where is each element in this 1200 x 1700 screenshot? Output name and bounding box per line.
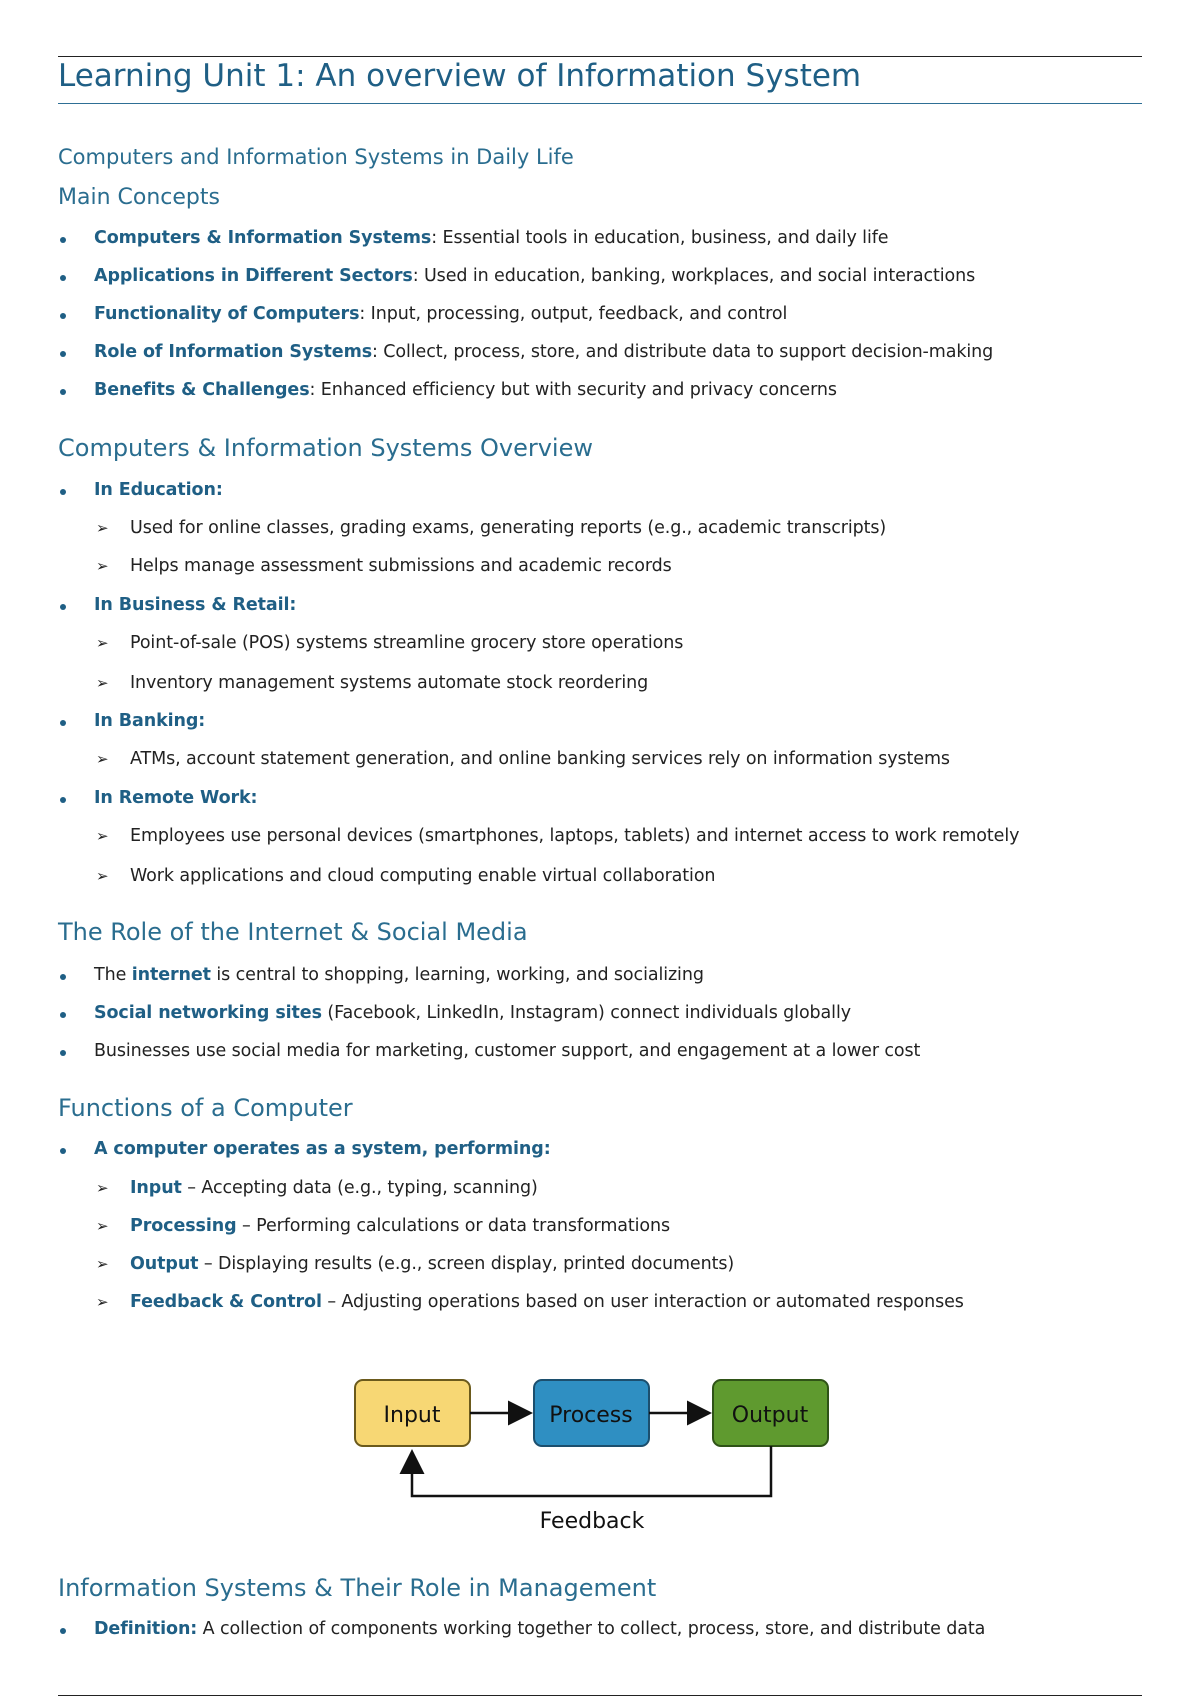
internet-heading: The Role of the Internet & Social Media: [58, 918, 528, 946]
concept-text: Essential tools in education, business, and daily life: [437, 228, 889, 248]
concept-sep: :: [309, 380, 316, 400]
concept-term: Role of Information Systems: [94, 342, 373, 362]
sub-item-text: Employees use personal devices (smartphones, laptops, tablets) and internet access to work remotely: [130, 826, 1020, 846]
functions-lead: [94, 1139, 551, 1159]
sub-item-text: Inventory management systems automate stock reordering: [130, 673, 649, 693]
page-title: Learning Unit 1: An overview of Information System: [58, 58, 862, 94]
arrow-bullet-icon: ➢: [96, 867, 109, 885]
concept-term: Functionality of Computers: [94, 304, 360, 324]
overview-sub-item: [96, 826, 1020, 846]
output-label: Output: [731, 1403, 809, 1428]
text-part: is central to shopping, learning, working, and socializing: [210, 965, 704, 985]
overview-group-label: [94, 480, 223, 500]
group-label-text: In Remote Work:: [94, 788, 258, 808]
overview-sub-item: [96, 749, 950, 769]
overview-sub-item: [96, 556, 672, 576]
overview-group-label: [94, 711, 205, 731]
feedback-loop-arrow: [412, 1446, 771, 1496]
text-part: – Adjusting operations based on user interaction or automated responses: [321, 1292, 964, 1312]
concept-text: Collect, process, store, and distribute data to support decision-making: [377, 342, 994, 362]
overview-sub-item: [96, 673, 649, 693]
arrow-bullet-icon: ➢: [96, 634, 109, 652]
sub-item-text: Work applications and cloud computing enable virtual collaboration: [130, 866, 716, 886]
concept-sep: :: [431, 228, 438, 248]
main-concepts-heading: Main Concepts: [58, 185, 220, 210]
concept-text: Input, processing, output, feedback, and control: [365, 304, 788, 324]
internet-item: [94, 1041, 920, 1061]
arrow-bullet-icon: ➢: [96, 557, 109, 575]
text-part: – Accepting data (e.g., typing, scanning): [181, 1178, 538, 1198]
group-label-text: In Education:: [94, 480, 223, 500]
overview-group-label: [94, 788, 257, 808]
concept-text: Enhanced efficiency but with security and privacy concerns: [315, 380, 837, 400]
concept-term: Applications in Different Sectors: [94, 266, 413, 286]
sub-item-text: Used for online classes, grading exams, generating reports (e.g., academic transcripts): [130, 518, 887, 538]
feedback-label: Feedback: [539, 1509, 645, 1534]
overview-sub-item: [96, 633, 684, 653]
text-part: The: [94, 965, 132, 985]
term: internet: [131, 965, 211, 985]
term: Output: [130, 1254, 199, 1274]
concept-sep: :: [359, 304, 366, 324]
main-concept-item: [94, 228, 888, 248]
main-concept-item: [94, 342, 993, 362]
text-part: (Facebook, LinkedIn, Instagram) connect individuals globally: [321, 1003, 851, 1023]
main-concept-item: [94, 304, 787, 324]
term: Social networking sites: [94, 1003, 322, 1023]
sub-item-text: ATMs, account statement generation, and online banking services rely on information systems: [130, 749, 950, 769]
process-label: Process: [549, 1403, 633, 1428]
concept-term: Benefits & Challenges: [94, 380, 310, 400]
overview-group-label: [94, 595, 296, 615]
arrow-bullet-icon: ➢: [96, 1179, 109, 1197]
ipo-diagram: [348, 1370, 898, 1540]
arrow-bullet-icon: ➢: [96, 674, 109, 692]
input-label: Input: [383, 1403, 441, 1428]
sub-item-text: Helps manage assessment submissions and academic records: [130, 556, 672, 576]
term: Input: [130, 1178, 182, 1198]
overview-sub-item: [96, 866, 716, 886]
term: Feedback & Control: [130, 1292, 322, 1312]
main-concept-item: [94, 266, 975, 286]
function-sub-item: [96, 1292, 964, 1312]
text-part: – Displaying results (e.g., screen display, printed documents): [198, 1254, 735, 1274]
arrow-bullet-icon: ➢: [96, 1293, 109, 1311]
concept-sep: :: [372, 342, 378, 362]
text-part: Businesses use social media for marketing, customer support, and engagement at a lower cost: [94, 1041, 921, 1061]
arrow-bullet-icon: ➢: [96, 1255, 109, 1273]
function-sub-item: [96, 1178, 538, 1198]
section-subtitle: Computers and Information Systems in Daily Life: [58, 145, 574, 169]
function-sub-item: [96, 1254, 735, 1274]
concept-sep: :: [412, 266, 419, 286]
internet-item: [94, 1003, 851, 1023]
lead-text: A computer operates as a system, performing:: [94, 1139, 551, 1159]
group-label-text: In Business & Retail:: [94, 595, 297, 615]
main-concept-item: [94, 380, 837, 400]
overview-heading: Computers & Information Systems Overview: [58, 434, 593, 462]
group-label-text: In Banking:: [94, 711, 206, 731]
arrow-bullet-icon: ➢: [96, 1217, 109, 1235]
overview-sub-item: [96, 518, 887, 538]
concept-term: Computers & Information Systems: [94, 228, 432, 248]
text-part: – Performing calculations or data transformations: [236, 1216, 671, 1236]
management-definition: [94, 1619, 985, 1639]
top-rule: [58, 56, 1142, 57]
arrow-bullet-icon: ➢: [96, 827, 109, 845]
internet-item: [94, 965, 704, 985]
bottom-rule: [58, 1695, 1142, 1696]
management-heading: Information Systems & Their Role in Management: [58, 1574, 657, 1602]
functions-heading: Functions of a Computer: [58, 1094, 353, 1122]
arrow-bullet-icon: ➢: [96, 750, 109, 768]
concept-text: Used in education, banking, workplaces, and social interactions: [418, 266, 976, 286]
text-part: A collection of components working together to collect, process, store, and distribute data: [197, 1619, 986, 1639]
arrow-bullet-icon: ➢: [96, 519, 109, 537]
title-underline: [58, 103, 1142, 104]
sub-item-text: Point-of-sale (POS) systems streamline grocery store operations: [130, 633, 684, 653]
term: Processing: [130, 1216, 237, 1236]
term: Definition:: [94, 1619, 198, 1639]
function-sub-item: [96, 1216, 671, 1236]
